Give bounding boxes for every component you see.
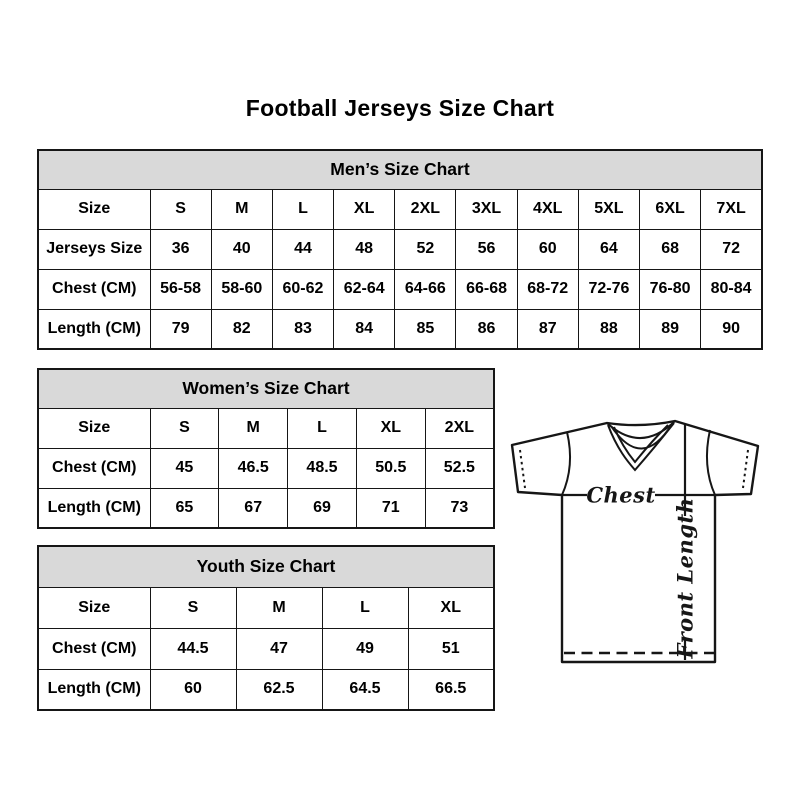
- row-label: Length (CM): [38, 669, 150, 710]
- size-value: 82: [211, 309, 272, 349]
- size-value: 56-58: [150, 269, 211, 309]
- men-table-row: [38, 309, 762, 349]
- size-value: 66-68: [456, 269, 517, 309]
- size-value: 90: [701, 309, 762, 349]
- youth-table-row: [38, 628, 494, 669]
- women-table-row: [38, 488, 494, 528]
- front-length-measure-label: Front Length: [672, 497, 698, 659]
- size-value: 7XL: [701, 189, 762, 229]
- size-value: 6XL: [640, 189, 701, 229]
- size-value: 83: [272, 309, 333, 349]
- page-title: Football Jerseys Size Chart: [245, 95, 555, 121]
- size-value: 40: [211, 229, 272, 269]
- size-value: 60: [517, 229, 578, 269]
- youth-table-title-row: [38, 546, 494, 587]
- row-label: Size: [38, 587, 150, 628]
- size-value: 64: [578, 229, 639, 269]
- size-value: 73: [425, 488, 494, 528]
- youth-table-title: Youth Size Chart: [38, 546, 494, 587]
- size-value: XL: [356, 408, 425, 448]
- size-value: 44: [272, 229, 333, 269]
- size-value: 48.5: [288, 448, 357, 488]
- size-value: 52.5: [425, 448, 494, 488]
- size-value: L: [272, 189, 333, 229]
- size-value: 60: [150, 669, 236, 710]
- size-value: 3XL: [456, 189, 517, 229]
- size-value: XL: [334, 189, 395, 229]
- size-value: S: [150, 587, 236, 628]
- size-value: 65: [150, 488, 219, 528]
- size-value: 85: [395, 309, 456, 349]
- youth-table-row: [38, 669, 494, 710]
- size-value: 72: [701, 229, 762, 269]
- size-value: 71: [356, 488, 425, 528]
- size-value: 87: [517, 309, 578, 349]
- size-value: 76-80: [640, 269, 701, 309]
- size-value: M: [211, 189, 272, 229]
- size-value: M: [219, 408, 288, 448]
- size-value: 56: [456, 229, 517, 269]
- size-value: M: [236, 587, 322, 628]
- size-value: 62-64: [334, 269, 395, 309]
- size-value: 69: [288, 488, 357, 528]
- women-table-title: Women’s Size Chart: [38, 369, 494, 408]
- size-value: 62.5: [236, 669, 322, 710]
- size-value: 84: [334, 309, 395, 349]
- size-value: 68-72: [517, 269, 578, 309]
- men-table-row: [38, 189, 762, 229]
- womens-size-table: [37, 368, 495, 529]
- row-label: Chest (CM): [38, 269, 150, 309]
- size-value: 46.5: [219, 448, 288, 488]
- size-value: 80-84: [701, 269, 762, 309]
- size-value: 67: [219, 488, 288, 528]
- jersey-measurement-diagram: [502, 404, 770, 672]
- size-value: 48: [334, 229, 395, 269]
- men-table-title: Men’s Size Chart: [38, 150, 762, 189]
- size-value: 79: [150, 309, 211, 349]
- men-table-row: [38, 269, 762, 309]
- row-label: Chest (CM): [38, 448, 150, 488]
- size-value: XL: [408, 587, 494, 628]
- size-value: 51: [408, 628, 494, 669]
- size-value: L: [288, 408, 357, 448]
- mens-size-table: [37, 149, 763, 350]
- size-value: 4XL: [517, 189, 578, 229]
- size-value: 45: [150, 448, 219, 488]
- row-label: Size: [38, 189, 150, 229]
- size-value: 47: [236, 628, 322, 669]
- size-value: 2XL: [395, 189, 456, 229]
- size-value: 44.5: [150, 628, 236, 669]
- size-value: S: [150, 408, 219, 448]
- chest-measure-label: Chest: [586, 482, 656, 508]
- women-table-row: [38, 408, 494, 448]
- size-value: 66.5: [408, 669, 494, 710]
- size-value: 49: [322, 628, 408, 669]
- size-value: 88: [578, 309, 639, 349]
- size-value: 36: [150, 229, 211, 269]
- size-value: L: [322, 587, 408, 628]
- size-value: 2XL: [425, 408, 494, 448]
- row-label: Size: [38, 408, 150, 448]
- row-label: Length (CM): [38, 488, 150, 528]
- men-table-row: [38, 229, 762, 269]
- size-value: 68: [640, 229, 701, 269]
- youth-size-table: [37, 545, 495, 711]
- row-label: Chest (CM): [38, 628, 150, 669]
- men-table-title-row: [38, 150, 762, 189]
- size-value: 58-60: [211, 269, 272, 309]
- row-label: Length (CM): [38, 309, 150, 349]
- size-value: 89: [640, 309, 701, 349]
- size-value: 72-76: [578, 269, 639, 309]
- jersey-outline-shape: [512, 421, 758, 662]
- women-table-row: [38, 448, 494, 488]
- size-value: 64.5: [322, 669, 408, 710]
- size-value: 64-66: [395, 269, 456, 309]
- row-label: Jerseys Size: [38, 229, 150, 269]
- size-value: 50.5: [356, 448, 425, 488]
- size-value: 60-62: [272, 269, 333, 309]
- size-value: 52: [395, 229, 456, 269]
- size-value: 5XL: [578, 189, 639, 229]
- size-value: S: [150, 189, 211, 229]
- size-value: 86: [456, 309, 517, 349]
- youth-table-row: [38, 587, 494, 628]
- women-table-title-row: [38, 369, 494, 408]
